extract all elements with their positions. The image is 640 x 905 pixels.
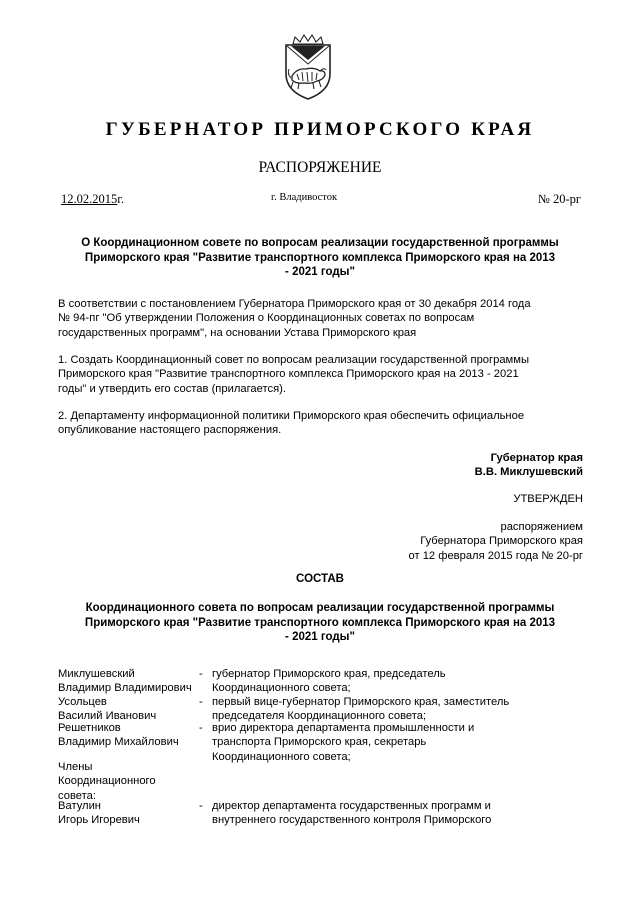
decree-title (56, 236, 584, 280)
governor-title: ГУБЕРНАТОР ПРИМОРСКОГО КРАЯ (105, 119, 535, 140)
item-line: годы" и утвердить его состав (прилагается). (58, 382, 286, 395)
member-dash: - (199, 800, 203, 812)
preamble-line: № 94-пг "Об утверждении Положения о Координационных советах по вопросам (58, 312, 475, 325)
member-role (212, 799, 542, 828)
coat-of-arms-icon (279, 34, 337, 102)
date-value: 12.02.2015 (61, 192, 118, 206)
signature-position: Губернатор края (490, 452, 583, 464)
signature-block (475, 451, 583, 480)
member-role-line: первый вице-губернатор Приморского края, заместитель (212, 696, 510, 708)
decree-item-2 (58, 409, 588, 438)
item-line: 2. Департаменту информационной политики Приморского края обеспечить официальное (58, 410, 525, 422)
member-role-line: внутреннего государственного контроля Приморского (212, 814, 492, 827)
decree-title-line: О Координационном совете по вопросам реализации государственной программы (81, 237, 559, 249)
member-dash: - (199, 722, 203, 734)
member-role-line: губернатор Приморского края, председатель (212, 668, 446, 680)
member-role-line: врио директора департамента промышленности и (212, 722, 475, 734)
council-title (56, 601, 584, 645)
member-name (58, 667, 208, 696)
member-name (58, 799, 208, 828)
member-role-line: Координационного совета; (212, 750, 351, 763)
council-title-line: Координационного совета по вопросам реализации государственной программы (85, 602, 555, 614)
item-line: опубликование настоящего распоряжения. (58, 424, 282, 437)
member-given-name: Игорь Игоревич (58, 814, 140, 827)
member-name (58, 721, 208, 750)
member-given-name: Владимир Владимирович (58, 682, 192, 695)
member-dash: - (199, 668, 203, 680)
member-surname: Ватулин (58, 800, 101, 812)
coat-of-arms-emblem (279, 34, 337, 102)
approval-line: распоряжением (500, 521, 583, 533)
member-surname: Усольцев (58, 696, 107, 708)
date-suffix: г. (117, 192, 125, 206)
approval-details (408, 520, 583, 563)
members-label-line: Координационного (58, 775, 156, 788)
approval-label: УТВЕРЖДЕН (513, 493, 583, 505)
decree-title-line: Приморского края "Развитие транспортного комплекса Приморского края на 2013 (84, 251, 556, 264)
member-given-name: Василий Иванович (58, 710, 157, 723)
member-name (58, 695, 208, 724)
member-role (212, 721, 542, 764)
council-title-line: Приморского края "Развитие транспортного комплекса Приморского края на 2013 (84, 616, 556, 629)
member-given-name: Владимир Михайлович (58, 736, 179, 749)
document-type: РАСПОРЯЖЕНИЕ (258, 159, 382, 176)
member-role-line: транспорта Приморского края, секретарь (212, 736, 427, 749)
decree-preamble (58, 297, 588, 340)
member-dash: - (199, 696, 203, 708)
member-role-line: директор департамента государственных программ и (212, 800, 491, 812)
member-role (212, 695, 542, 724)
member-role (212, 667, 542, 696)
council-title-line: - 2021 годы" (285, 631, 355, 643)
preamble-line: В соответствии с постановлением Губернатора Приморского края от 30 декабря 2014 года (58, 298, 531, 310)
decree-item-1 (58, 353, 588, 396)
member-surname: Решетников (58, 722, 121, 734)
document-number: № 20-рг (537, 192, 581, 206)
members-label (58, 760, 178, 803)
member-role-line: Координационного совета; (212, 682, 351, 695)
members-label-line: совета: (58, 789, 96, 802)
preamble-line: государственных программ", на основании Устава Приморского края (58, 326, 417, 339)
document-date (61, 192, 124, 207)
item-line: Приморского края "Развитие транспортного комплекса Приморского края на 2013 - 2021 (58, 368, 519, 381)
approval-line: Губернатора Приморского края (420, 535, 583, 548)
members-label-line: Члены (58, 761, 93, 773)
approval-line: от 12 февраля 2015 года № 20-рг (408, 549, 583, 562)
document-place: г. Владивосток (271, 192, 338, 203)
signature-name: В.В. Миклушевский (474, 466, 583, 479)
item-line: 1. Создать Координационный совет по вопросам реализации государственной программы (58, 354, 529, 366)
member-surname: Миклушевский (58, 668, 135, 680)
decree-title-line: - 2021 годы" (285, 266, 355, 278)
composition-heading: СОСТАВ (296, 573, 344, 585)
member-role-line: председателя Координационного совета; (212, 710, 427, 723)
